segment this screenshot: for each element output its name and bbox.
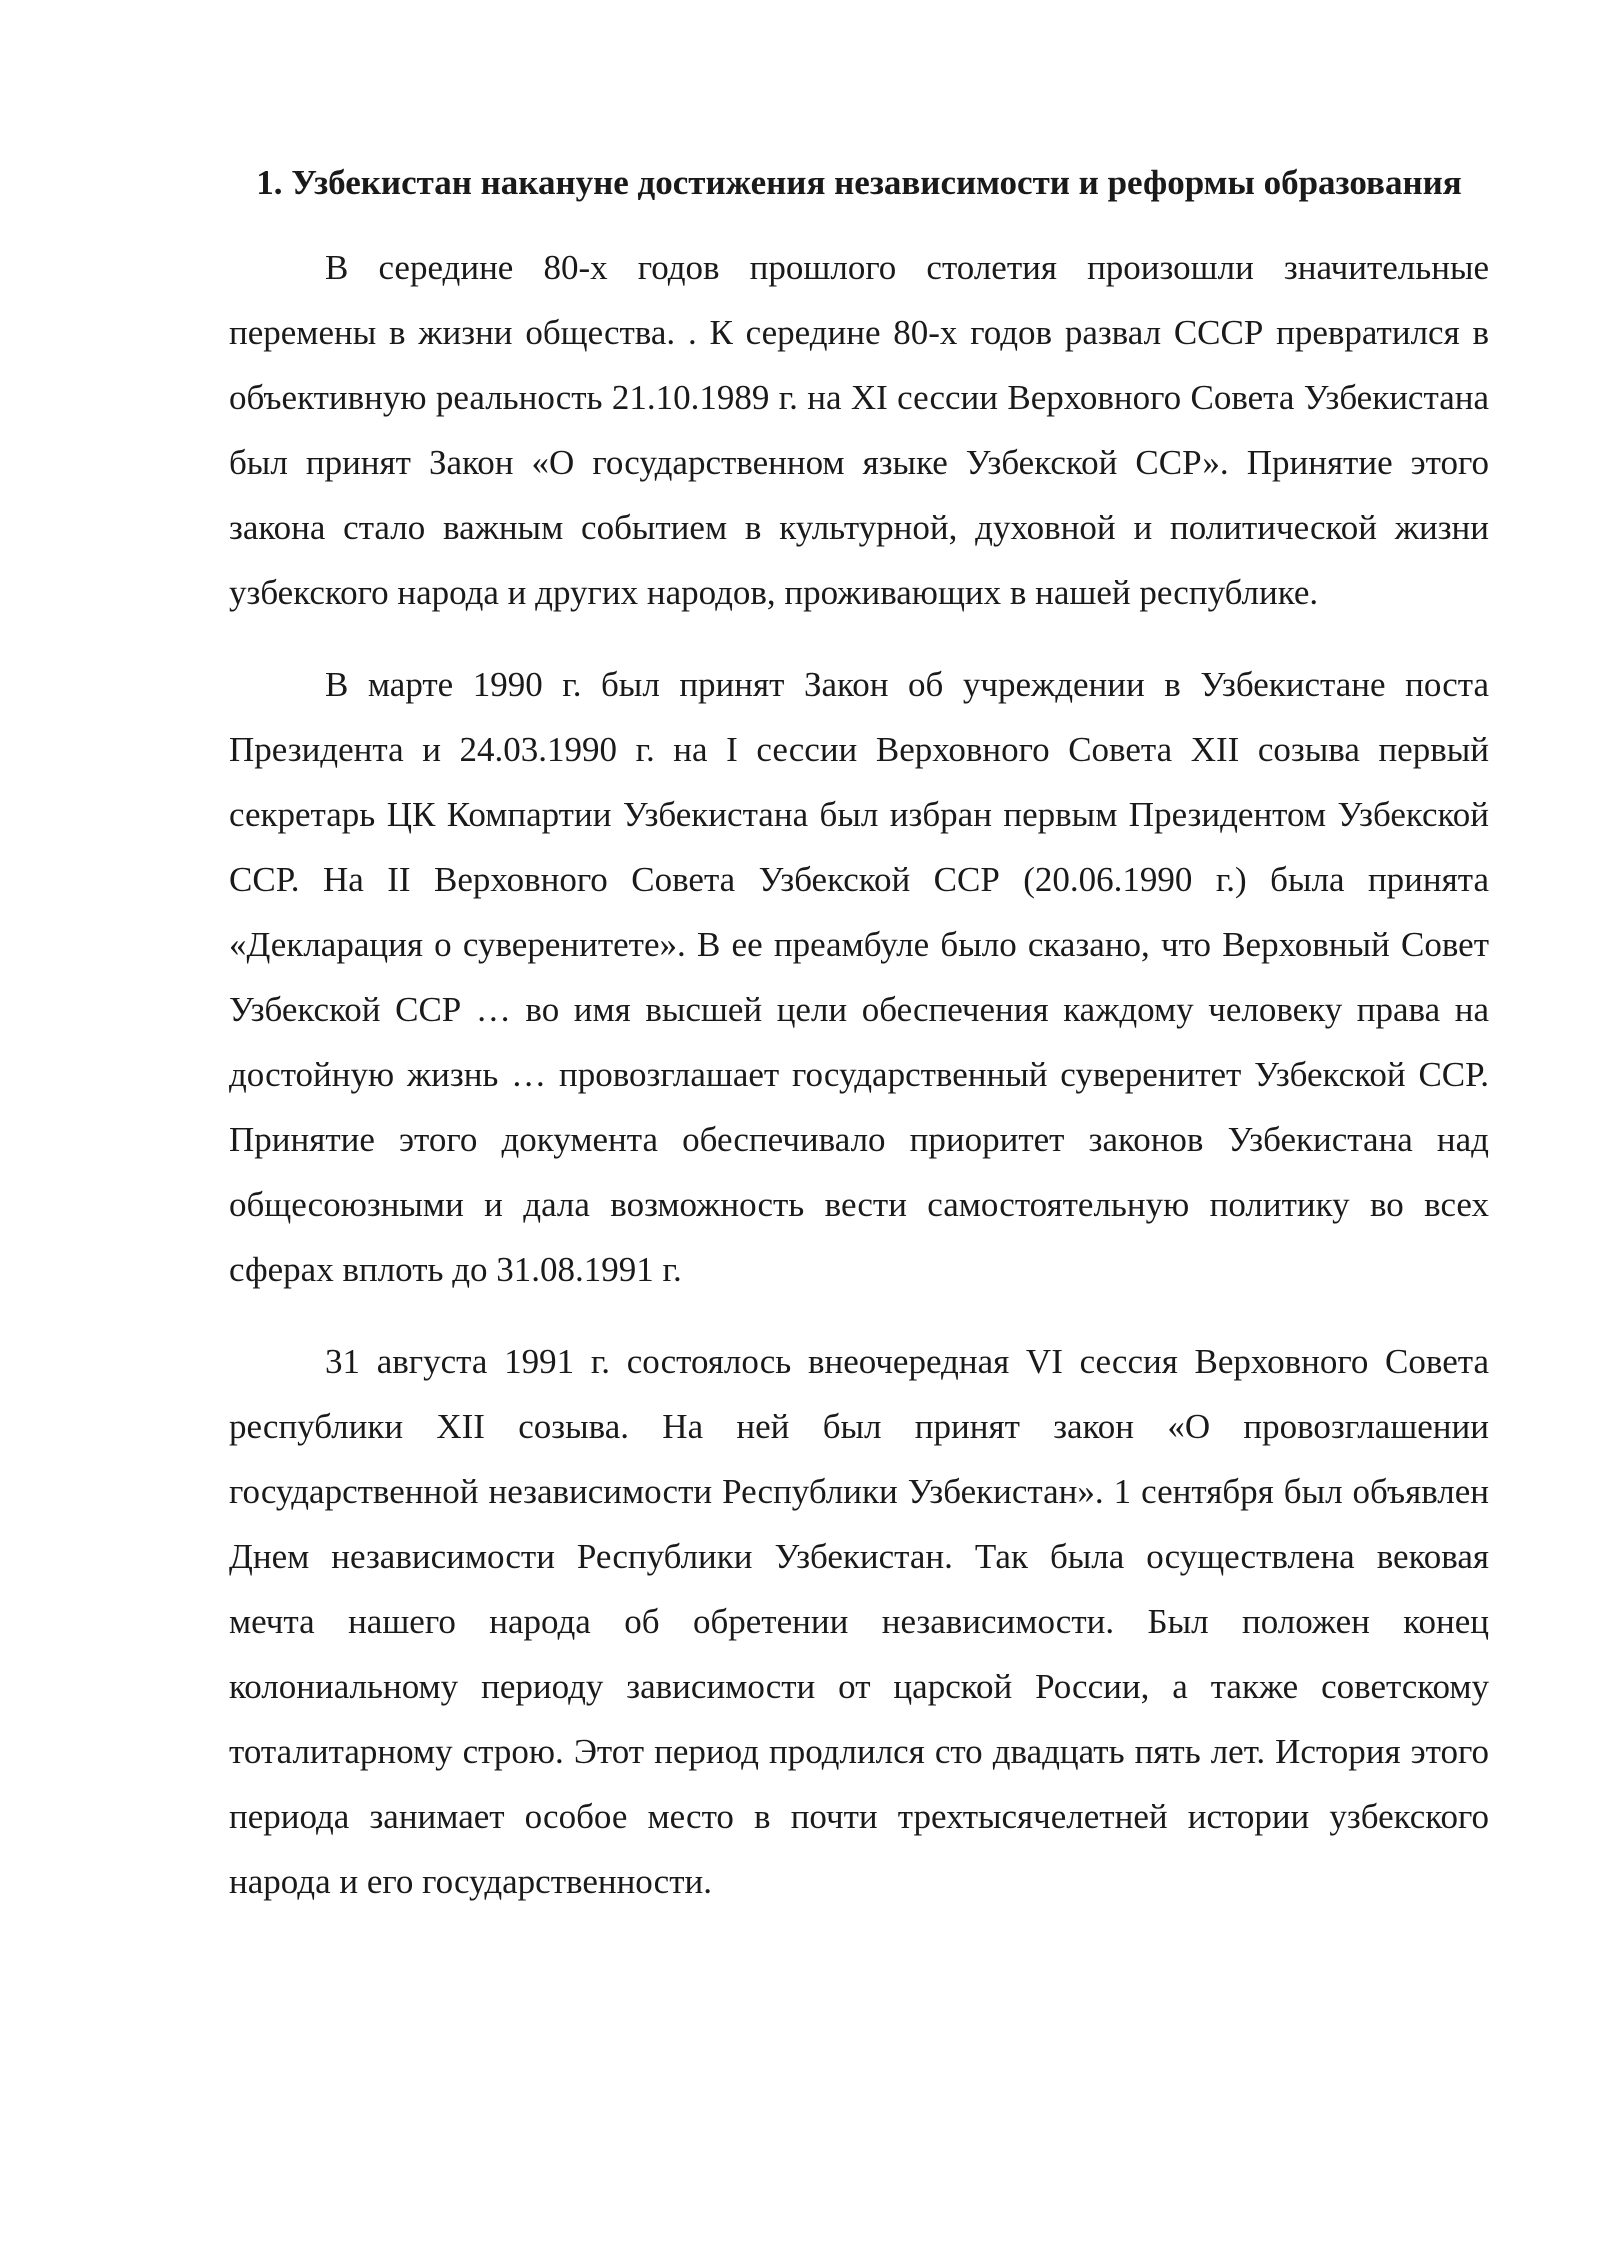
paragraph-1: В середине 80-х годов прошлого столетия произошли значительные перемены в жизни общества. . К середине 80-х годов развал СССР превратился в объективную реальность 21.10.1989 г. на XI сессии Верховного Совета Узбекистана был принят Закон «О государственном языке Узбекской ССР». Принятие этого закона стало важным событием в культурной, духовной и политической жизни узбекского народа и других народов, проживающих в нашей республике. — [229, 248, 1489, 612]
section-title: 1. Узбекистан накануне достижения независимости и реформы образования — [256, 163, 1462, 202]
document-page — [229, 150, 1489, 1941]
paragraph-3: 31 августа 1991 г. состоялось внеочередная VI сессия Верховного Совета республики XII созыва. На ней был принят закон «О провозглашении государственной независимости Республики Узбекистан». 1 сентября был объявлен Днем независимости Республики Узбекистан. Так была осуществлена вековая мечта нашего народа об обретении независимости. Был положен конец колониальному периоду зависимости от царской России, а также советскому тоталитарному строю. Этот период продлился сто двадцать пять лет. История этого периода занимает особое место в почти трехтысячелетней истории узбекского народа и его государственности. — [229, 1342, 1489, 1901]
paragraph-2: В марте 1990 г. был принят Закон об учреждении в Узбекистане поста Президента и 24.03.1990 г. на I сессии Верховного Совета XII созыва первый секретарь ЦК Компартии Узбекистана был избран первым Президентом Узбекской ССР. На II Верховного Совета Узбекской ССР (20.06.1990 г.) была принята «Декларация о суверенитете». В ее преамбуле было сказано, что Верховный Совет Узбекской ССР … во имя высшей цели обеспечения каждому человеку права на достойную жизнь … провозглашает государственный суверенитет Узбекской ССР. Принятие этого документа обеспечивало приоритет законов Узбекистана над общесоюзными и дала возможность вести самостоятельную политику во всех сферах вплоть до 31.08.1991 г. — [229, 665, 1489, 1289]
